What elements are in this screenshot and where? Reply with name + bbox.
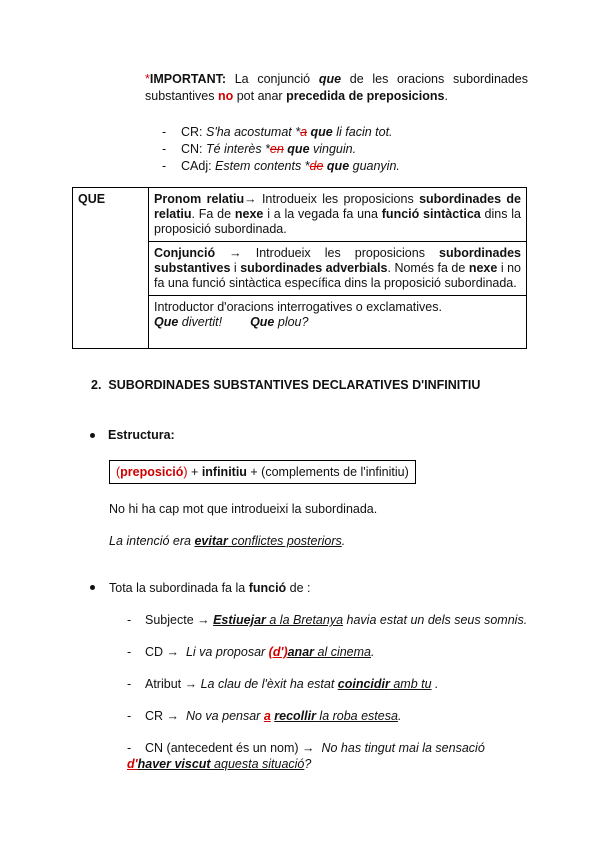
incorrect-examples-list: [162, 124, 400, 175]
list-item: - Atribut → La clau de l'èxit ha estat coincidir amb tu .: [127, 677, 439, 691]
no-nexe-text: No hi ha cap mot que introdueixi la subordinada.: [109, 502, 378, 516]
main-example: La intenció era evitar conflictes posteriors.: [109, 534, 346, 548]
list-item: - Subjecte → Estiuejar a la Bretanya havia estat un dels seus somnis.: [127, 613, 528, 627]
section-heading: 2. SUBORDINADES SUBSTANTIVES DECLARATIVES D'INFINITIU: [91, 378, 481, 392]
no-word: no: [217, 89, 234, 103]
list-item: - CN (antecedent és un nom) → No has tingut mai la sensació d'haver viscut aquesta situació?: [127, 741, 485, 771]
table-cell-pronom: Pronom relatiu→ Introdueix les proposicions subordinades de relatiu. Fa de nexe i a la vegada fa una funció sintàctica dins la proposició subordinada.: [149, 188, 527, 242]
bullet-icon: [90, 433, 95, 438]
list-item: - CN: Té interès *en que vinguin.: [162, 142, 357, 156]
funcio-line: Tota la subordinada fa la funció de :: [109, 581, 311, 595]
bullet-icon: [90, 585, 95, 590]
list-item: - CR: S'ha acostumat *a que li facin tot.: [162, 125, 393, 139]
list-item: - CD → Li va proposar (d')anar al cinema.: [127, 645, 375, 659]
important-star: *: [145, 72, 150, 86]
table-row: [73, 188, 527, 242]
que-table: [72, 187, 527, 349]
important-label: IMPORTANT:: [149, 72, 227, 86]
important-note: *IMPORTANT: La conjunció que de les oracions subordinades substantives no pot anar precedida de preposicions.: [145, 72, 529, 103]
table-cell-conjuncio: Conjunció → Introdueix les proposicions subordinades substantives i subordinades adverbials. Només fa de nexe i no fa una funció sintàctica específica dins la proposició subordinada.: [149, 242, 527, 296]
list-item: - CR → No va pensar a recollir la roba estesa.: [127, 709, 402, 723]
que-word: que: [318, 72, 342, 86]
table-cell-introductor: Introductor d'oracions interrogatives o exclamatives. Que divertit! Que plou?: [149, 296, 527, 349]
structure-formula-box: (preposició) + infinitiu + (complements de l'infinitiu): [109, 460, 416, 484]
list-item: - CAdj: Estem contents *de que guanyin.: [162, 159, 400, 173]
estructura-label: Estructura:: [108, 428, 175, 442]
table-header-que: QUE: [73, 188, 149, 349]
